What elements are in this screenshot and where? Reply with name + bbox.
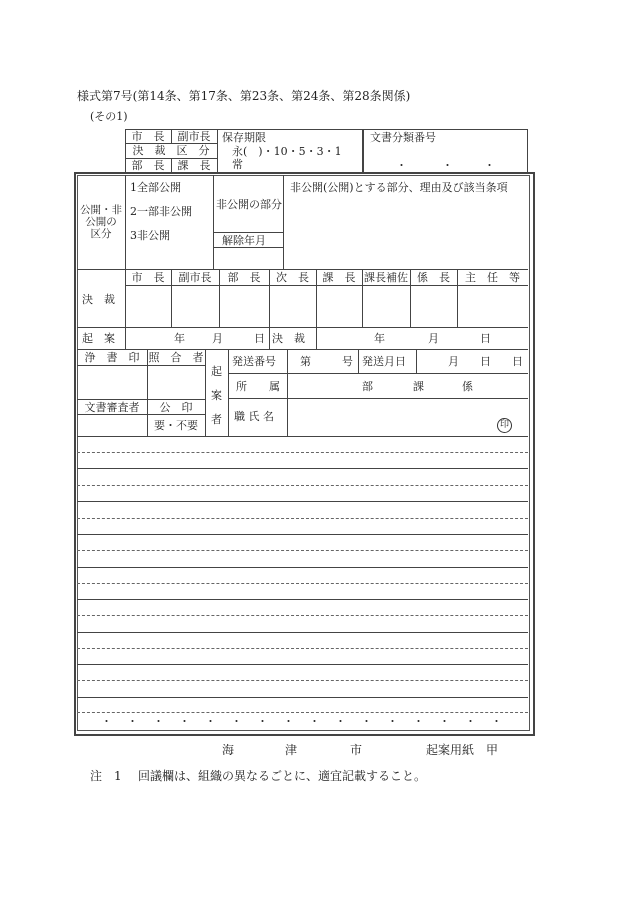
dispatch-month: 月: [448, 355, 459, 368]
disclosure-option-none: 3非公開: [130, 229, 170, 242]
dispatch-day: 日: [512, 355, 523, 368]
reviewer-label: 文書審査者: [84, 401, 140, 414]
seal-mark: 印: [497, 418, 512, 433]
draft-date-label: 起 案: [82, 332, 115, 345]
approval-col-section-head: 課 長: [322, 271, 356, 284]
collation-label: 照 合 者: [148, 351, 204, 364]
retention-permanent: 常: [232, 158, 243, 171]
retention-label: 保存期限: [222, 131, 266, 144]
seal-required-label: 要・不要: [154, 419, 198, 432]
decision-year: 年: [374, 332, 385, 345]
retention-values: 永( )・10・5・3・1: [232, 145, 342, 158]
approval-col-mayor: 市 長: [131, 271, 165, 284]
dispatch-no-prefix: 第: [300, 355, 311, 368]
release-date-label: 解除年月: [222, 234, 266, 247]
fair-copy-seal-label: 浄 書 印: [84, 351, 140, 364]
dept-label: 部: [362, 380, 373, 393]
decision-class-label: 決 裁 区 分: [132, 144, 210, 157]
doc-class-dot: ・: [442, 159, 453, 172]
nondisclosed-part-label: 非公開の部分: [216, 198, 282, 211]
top-section-head: 課 長: [177, 159, 211, 172]
dispatch-no-label: 発送番号: [232, 355, 276, 368]
section-label: 課: [413, 380, 424, 393]
footer-city-char-2: 津: [285, 743, 298, 757]
top-dept-head: 部 長: [131, 159, 165, 172]
decision-date-label: 決 裁: [272, 332, 305, 345]
approval-col-deputy-head: 次 長: [276, 271, 309, 284]
decision-day: 日: [480, 332, 491, 345]
affiliation-label: 所 属: [236, 380, 280, 393]
draft-month: 月: [212, 332, 223, 345]
unit-label: 係: [462, 380, 473, 393]
form-subtitle: (その1): [90, 110, 128, 123]
doc-class-label: 文書分類番号: [370, 131, 436, 144]
disclosure-category-label: 公開・非 公開の 区分: [80, 204, 122, 240]
name-label: 職 氏 名: [234, 410, 274, 423]
note-text: 回議欄は、組織の異なるごとに、適宜記載すること。: [138, 769, 427, 783]
approval-label: 決 裁: [82, 293, 115, 306]
note-prefix: 注 1: [90, 769, 122, 783]
approval-col-dept-head: 部 長: [227, 271, 261, 284]
reason-header: 非公開(公開)とする部分、理由及び該当条項: [290, 181, 508, 194]
dispatch-no-suffix: 号: [342, 355, 353, 368]
approval-col-chief: 係 長: [417, 271, 450, 284]
footer-city-char-3: 市: [350, 743, 363, 757]
approval-col-deputy-mayor: 副市長: [178, 271, 212, 284]
official-seal-label: 公 印: [159, 401, 193, 414]
dispatch-day-m: 日: [480, 355, 491, 368]
doc-class-dot: ・: [484, 159, 495, 172]
dispatch-date-label: 発送月日: [362, 355, 406, 368]
footer-city-char-1: 海: [222, 743, 235, 757]
disclosure-option-partial: 2一部非公開: [130, 205, 192, 218]
top-deputy-mayor: 副市長: [177, 130, 211, 143]
drafter-label: 起 案 者: [211, 365, 222, 426]
form-name: 起案用紙 甲: [426, 743, 499, 757]
form-title: 様式第7号(第14条、第17条、第23条、第24条、第28条関係): [77, 89, 411, 103]
approval-col-assistant: 課長補佐: [364, 271, 408, 284]
disclosure-option-full: 1全部公開: [130, 181, 181, 194]
approval-col-staff: 主 任 等: [465, 271, 520, 284]
decision-month: 月: [428, 332, 439, 345]
doc-class-dot: ・: [396, 159, 407, 172]
top-mayor: 市 長: [131, 130, 165, 143]
draft-day: 日: [254, 332, 265, 345]
draft-year: 年: [174, 332, 185, 345]
